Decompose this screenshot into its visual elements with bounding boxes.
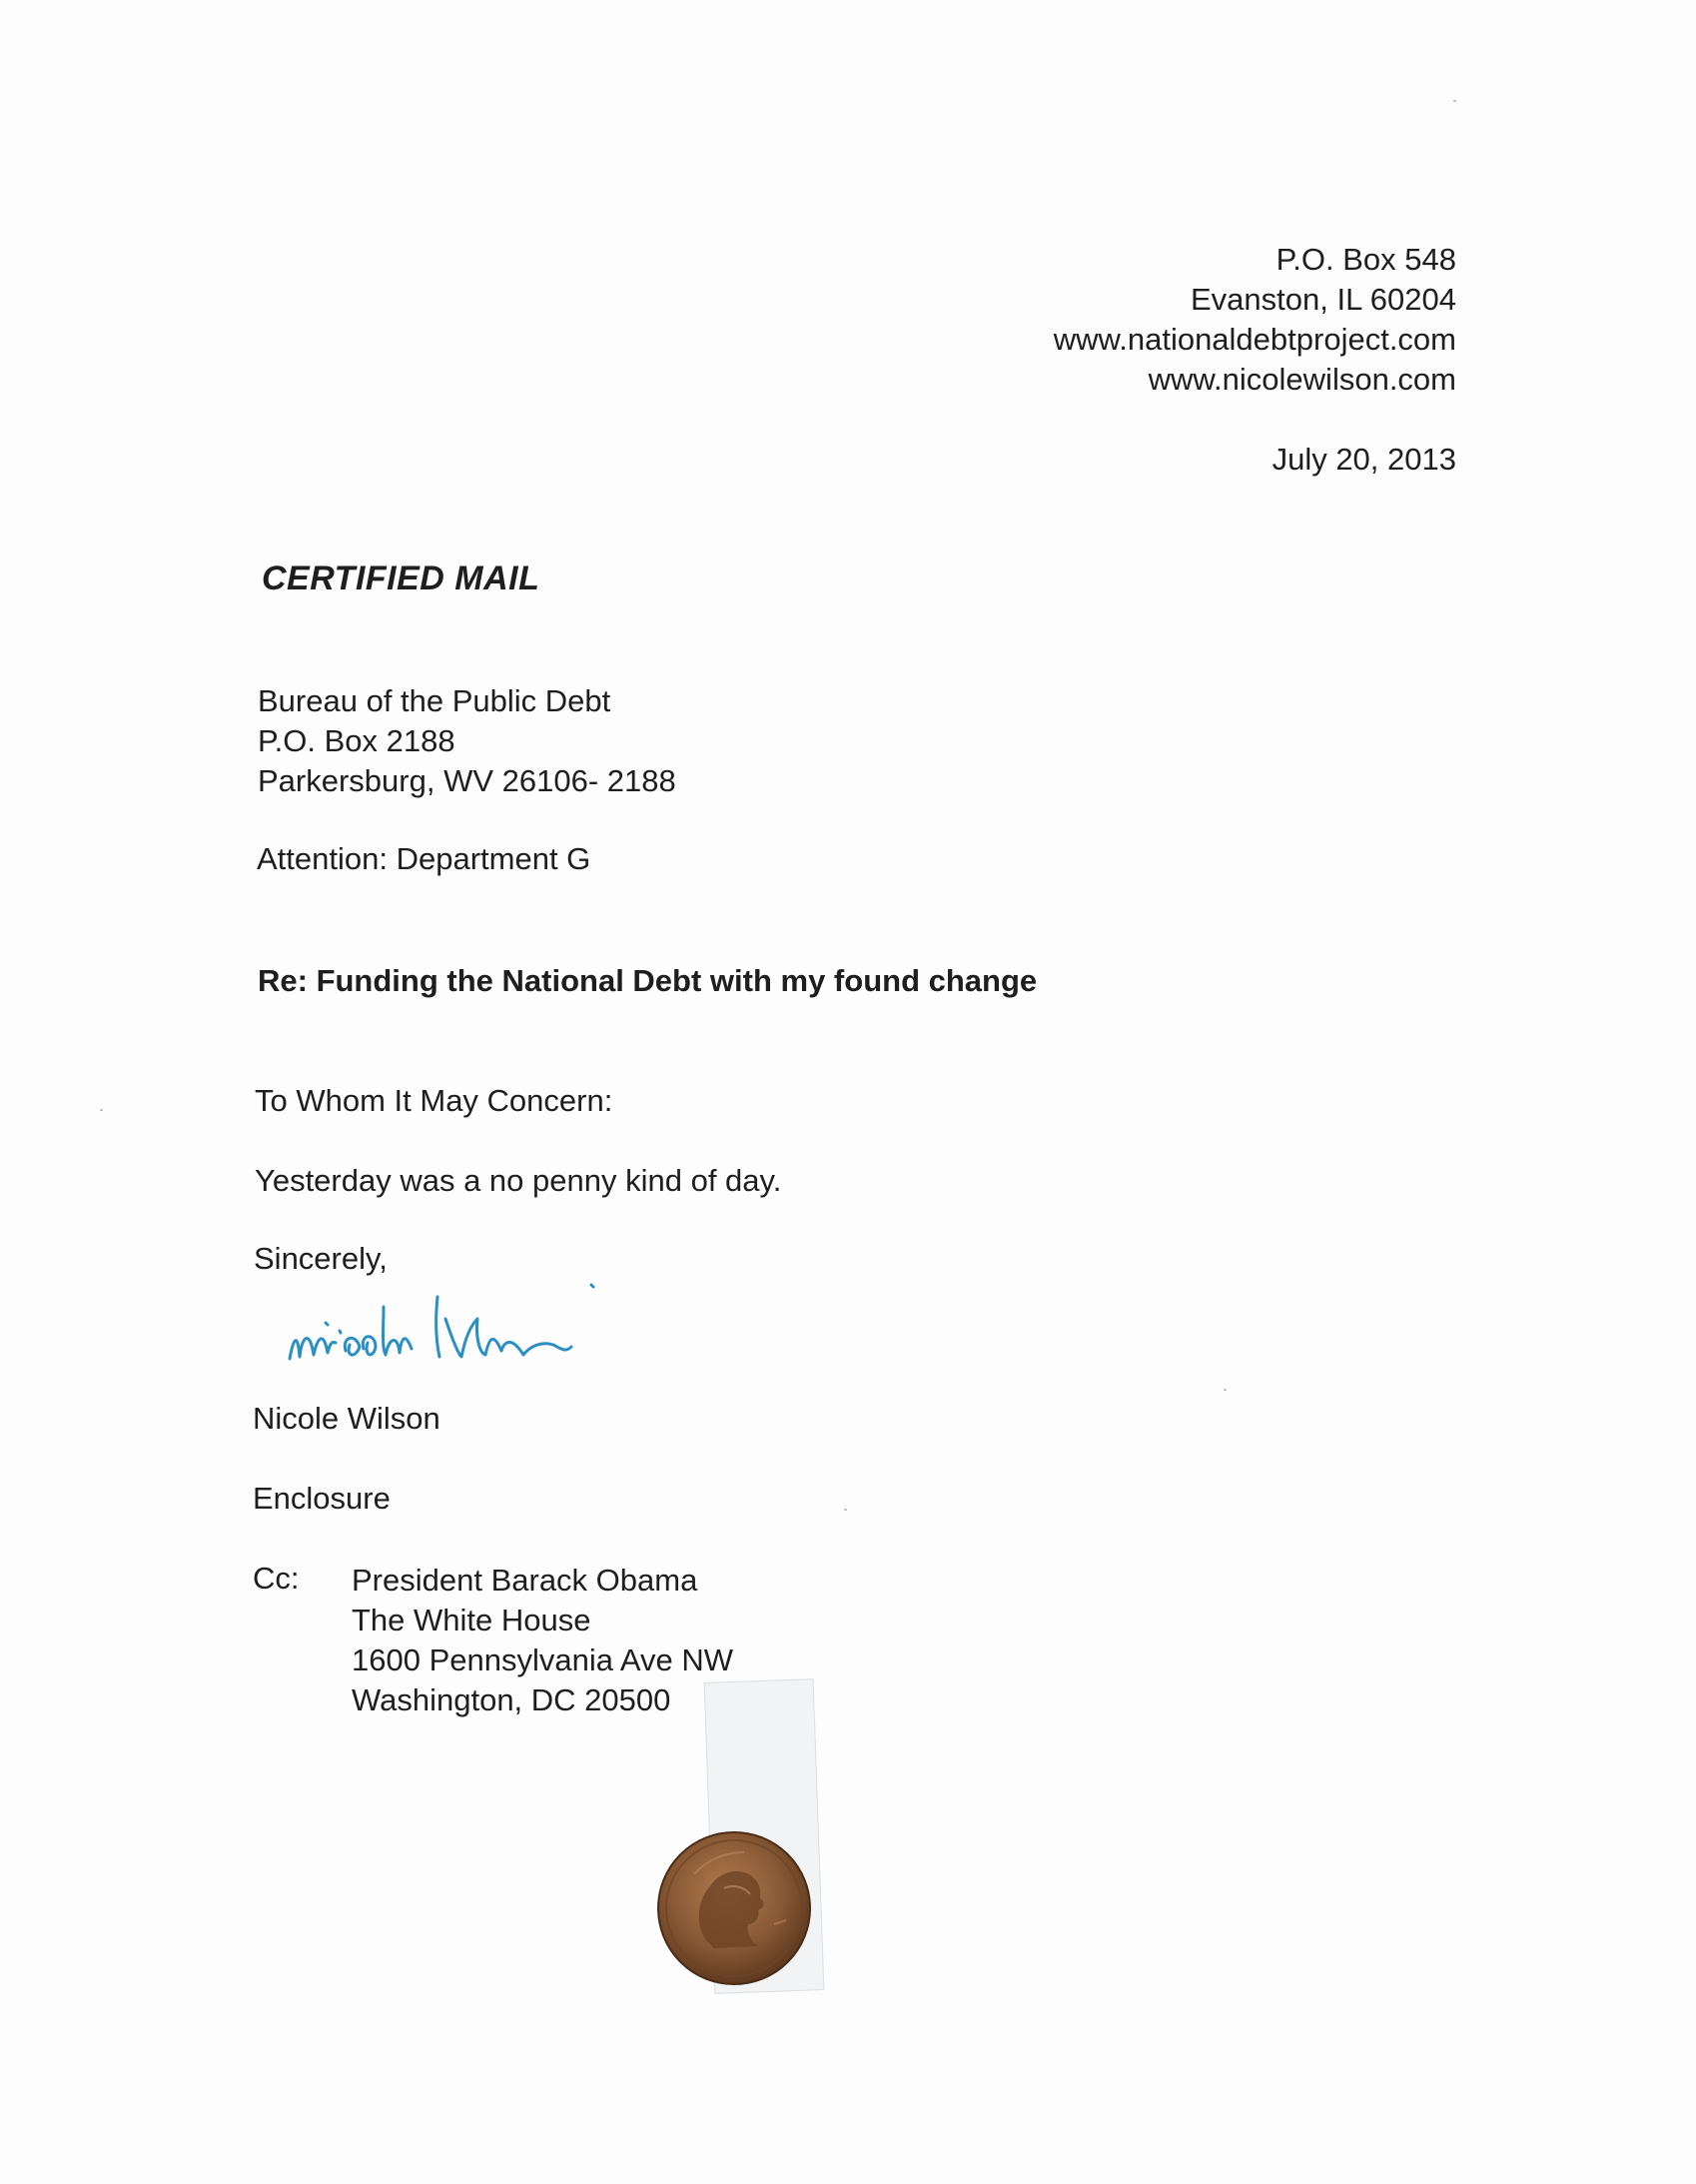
sender-website-link: www.nicolewilson.com: [1148, 362, 1456, 397]
signature-icon: [280, 1267, 699, 1387]
scan-speck: [844, 1509, 847, 1511]
sender-address-line: P.O. Box 548: [1275, 242, 1456, 277]
letter-date: July 20, 2013: [1272, 442, 1456, 477]
cc-address-line: President Barack Obama: [352, 1563, 698, 1598]
scan-speck: [1453, 100, 1456, 102]
penny-coin-icon: [654, 1828, 814, 1988]
cc-address-line: 1600 Pennsylvania Ave NW: [352, 1642, 733, 1677]
subject-line: Re: Funding the National Debt with my found change: [258, 963, 1038, 998]
scan-speck: [100, 1109, 103, 1111]
cc-address: [352, 1561, 733, 1720]
sender-address-line: Evanston, IL 60204: [1191, 282, 1456, 317]
recipient-address-line: Parkersburg, WV 26106- 2188: [258, 763, 676, 798]
sender-website-link: www.nationaldebtproject.com: [1053, 322, 1456, 357]
cc-label: Cc:: [253, 1561, 300, 1596]
cc-address-line: The White House: [352, 1603, 591, 1638]
letter-body: Yesterday was a no penny kind of day.: [255, 1163, 782, 1198]
certified-mail-heading: CERTIFIED MAIL: [262, 559, 540, 597]
signer-name: Nicole Wilson: [253, 1401, 440, 1436]
sender-address: [1054, 240, 1456, 400]
attention-line: Attention: Department G: [257, 841, 591, 876]
closing: Sincerely,: [254, 1241, 388, 1276]
recipient-address-line: P.O. Box 2188: [258, 723, 455, 758]
cc-address-line: Washington, DC 20500: [352, 1682, 671, 1717]
recipient-address: [258, 681, 676, 801]
salutation: To Whom It May Concern:: [255, 1083, 613, 1118]
scan-speck: [1224, 1389, 1227, 1391]
recipient-address-line: Bureau of the Public Debt: [258, 683, 611, 718]
enclosure-note: Enclosure: [253, 1481, 391, 1516]
